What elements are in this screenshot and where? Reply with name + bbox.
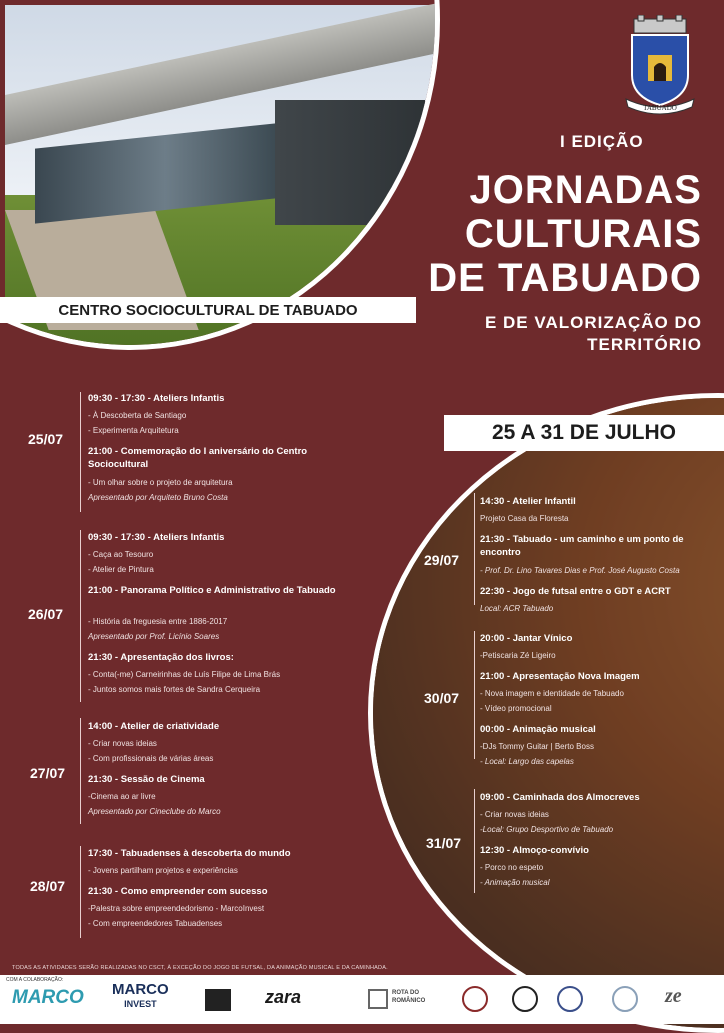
day-divider bbox=[80, 530, 81, 702]
event-title: 14:00 - Atelier de criatividade bbox=[88, 721, 220, 732]
event-detail: - Conta(-me) Carneirinhas de Luís Filipe de Lima Brás bbox=[88, 670, 281, 679]
event-detail: - Jovens partilham projetos e experiências bbox=[88, 866, 238, 875]
event-detail: - Nova imagem e identidade de Tabuado bbox=[480, 689, 624, 698]
event-detail: -Palestra sobre empreendedorismo - MarcoInvest bbox=[88, 904, 265, 913]
day-date: 28/07 bbox=[30, 878, 66, 894]
event-detail: - Caça ao Tesouro bbox=[88, 550, 154, 559]
event-detail: - Com profissionais de várias áreas bbox=[88, 754, 214, 763]
title-line-3: DE TABUADO bbox=[428, 256, 702, 300]
event-title: 20:00 - Jantar Vínico bbox=[480, 633, 573, 644]
dates-banner: 25 A 31 DE JULHO bbox=[444, 415, 724, 451]
crest-badge-3-icon bbox=[557, 986, 583, 1012]
event-detail: Apresentado por Prof. Licínio Soares bbox=[88, 632, 220, 641]
event-title: 09:30 - 17:30 - Ateliers Infantis bbox=[88, 532, 225, 543]
rota-romanico-icon bbox=[368, 989, 388, 1009]
marco-invest-logo bbox=[112, 983, 169, 1011]
event-detail: - Atelier de Pintura bbox=[88, 565, 154, 574]
event-detail: - Criar novas ideias bbox=[480, 810, 549, 819]
event-title: 21:00 - Panorama Político e Administrativo de Tabuado bbox=[88, 585, 336, 596]
day-date: 27/07 bbox=[30, 765, 66, 781]
event-title: 09:30 - 17:30 - Ateliers Infantis bbox=[88, 393, 225, 404]
day-date: 29/07 bbox=[424, 552, 460, 568]
event-title: 17:30 - Tabuadenses à descoberta do mundo bbox=[88, 848, 291, 859]
day-date: 25/07 bbox=[28, 431, 64, 447]
event-title: 21:30 - Tabuado - um caminho e um ponto de encontro bbox=[480, 534, 684, 558]
event-title: 22:30 - Jogo de futsal entre o GDT e ACRT bbox=[480, 586, 671, 597]
event-detail: -DJs Tommy Guitar | Berto Boss bbox=[480, 742, 594, 751]
marco-invest-line-1: MARCO bbox=[112, 981, 169, 998]
edition-label: I EDIÇÃO bbox=[560, 132, 644, 151]
event-detail: Apresentado por Arquiteto Bruno Costa bbox=[88, 493, 228, 502]
tabuado-crest-icon bbox=[620, 15, 700, 115]
event-title: 21:30 - Sessão de Cinema bbox=[88, 774, 205, 785]
event-title: 21:30 - Apresentação dos livros: bbox=[88, 652, 234, 663]
ze-logo: ze bbox=[665, 985, 682, 1007]
day-divider bbox=[474, 493, 475, 605]
event-detail: -Cinema ao ar livre bbox=[88, 792, 156, 801]
rota-line-2: ROMÂNICO bbox=[392, 998, 426, 1004]
title-line-2: CULTURAIS bbox=[464, 212, 702, 256]
cinema-logo-icon bbox=[205, 989, 231, 1011]
marco-logo: MARCO bbox=[12, 987, 84, 1008]
event-title: 21:30 - Como empreender com sucesso bbox=[88, 886, 268, 897]
event-title: 14:30 - Atelier Infantil bbox=[480, 496, 576, 507]
event-detail: Apresentado por Cineclube do Marco bbox=[88, 807, 221, 816]
event-title: 09:00 - Caminhada dos Almocreves bbox=[480, 792, 640, 803]
rota-romanico-logo bbox=[392, 989, 425, 1005]
crest-badge-4-icon bbox=[612, 986, 638, 1012]
event-detail: - Animação musical bbox=[480, 878, 550, 887]
event-detail: - À Descoberta de Santiago bbox=[88, 411, 187, 420]
sponsors-label: COM A COLABORAÇÃO: bbox=[6, 977, 64, 983]
event-detail: - Com empreendedores Tabuadenses bbox=[88, 919, 223, 928]
event-detail: - Criar novas ideias bbox=[88, 739, 157, 748]
crest-badge-2-icon bbox=[512, 986, 538, 1012]
event-title: 21:00 - Comemoração do I aniversário do Centro Sociocultural bbox=[88, 446, 308, 470]
day-divider bbox=[474, 789, 475, 893]
title-line-1: JORNADAS bbox=[469, 168, 702, 212]
event-detail: -Local: Grupo Desportivo de Tabuado bbox=[480, 825, 614, 834]
subtitle-line-1: E DE VALORIZAÇÃO DO bbox=[484, 313, 702, 332]
event-detail: - Experimenta Arquitetura bbox=[88, 426, 179, 435]
event-detail: Local: ACR Tabuado bbox=[480, 604, 554, 613]
venue-banner: CENTRO SOCIOCULTURAL DE TABUADO bbox=[0, 297, 416, 323]
event-detail: - Prof. Dr. Lino Tavares Dias e Prof. José Augusto Costa bbox=[480, 566, 680, 575]
day-date: 31/07 bbox=[426, 835, 462, 851]
day-divider bbox=[80, 846, 81, 938]
event-title: 12:30 - Almoço-convívio bbox=[480, 845, 589, 856]
crest-badge-1-icon bbox=[462, 986, 488, 1012]
day-date: 30/07 bbox=[424, 690, 460, 706]
event-detail: - Um olhar sobre o projeto de arquitetura bbox=[88, 478, 233, 487]
subtitle-line-2: TERRITÓRIO bbox=[587, 335, 702, 354]
event-title: 21:00 - Apresentação Nova Imagem bbox=[480, 671, 640, 682]
event-detail: Projeto Casa da Floresta bbox=[480, 514, 569, 523]
sponsors-bar bbox=[0, 975, 724, 1024]
page-title bbox=[428, 168, 702, 300]
event-detail: - História da freguesia entre 1886-2017 bbox=[88, 617, 228, 626]
event-detail: - Juntos somos mais fortes de Sandra Cerqueira bbox=[88, 685, 261, 694]
event-detail: - Porco no espeto bbox=[480, 863, 544, 872]
event-detail: - Local: Largo das capelas bbox=[480, 757, 574, 766]
rota-line-1: ROTA DO bbox=[392, 990, 419, 996]
marco-invest-line-2: INVEST bbox=[124, 999, 157, 1009]
event-title: 00:00 - Animação musical bbox=[480, 724, 596, 735]
crest-label: TABUADO bbox=[643, 104, 677, 112]
day-date: 26/07 bbox=[28, 606, 64, 622]
zara-logo: zara bbox=[265, 987, 302, 1007]
page-subtitle bbox=[485, 312, 702, 356]
event-detail: - Vídeo promocional bbox=[480, 704, 552, 713]
day-divider bbox=[80, 718, 81, 824]
day-divider bbox=[474, 631, 475, 759]
event-detail: -Petiscaria Zé Ligeiro bbox=[480, 651, 556, 660]
footnote: TODAS AS ATIVIDADES SERÃO REALIZADAS NO CSCT, À EXCEÇÃO DO JOGO DE FUTSAL, DA ANIMAÇÃO MUSICAL E DA CAMINHADA. bbox=[12, 965, 388, 971]
day-divider bbox=[80, 392, 81, 512]
